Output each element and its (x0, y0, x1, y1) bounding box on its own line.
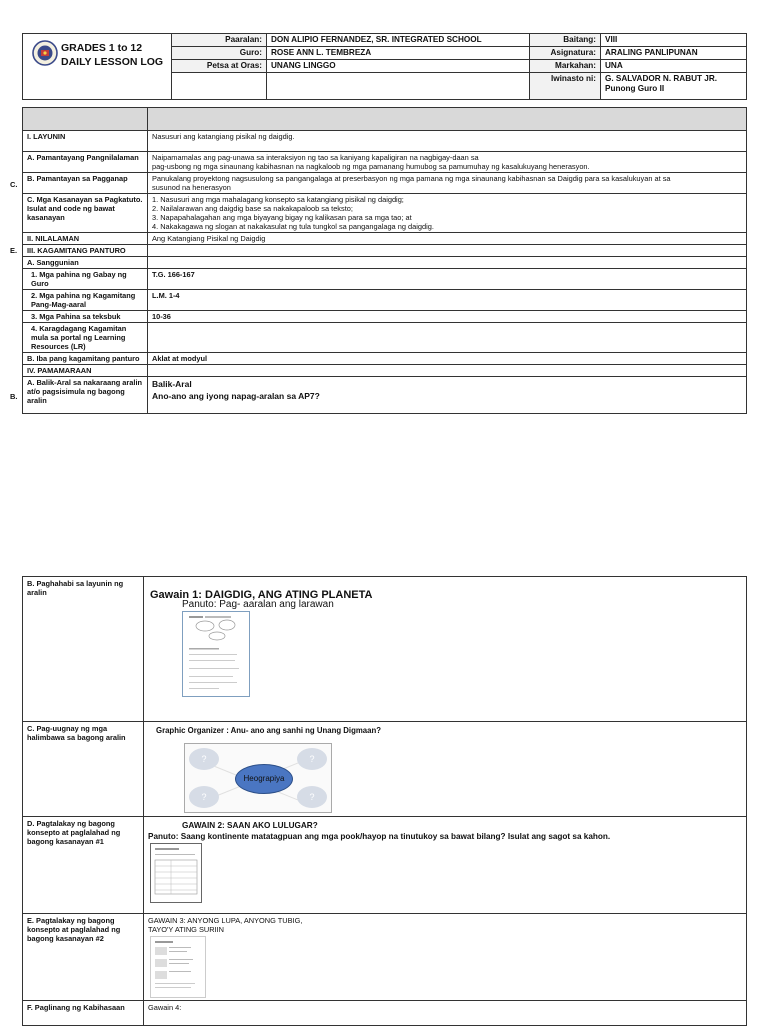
activity-4-title: Gawain 4: (148, 1003, 182, 1012)
table-row (23, 377, 747, 414)
head-cell (23, 108, 148, 131)
table-row (23, 173, 747, 194)
activity-3-subtitle: TAYO'Y ATING SURIIN (148, 925, 225, 934)
table-row (23, 269, 747, 290)
baitang-value: VIII (601, 34, 747, 47)
asignatura-value: ARALING PANLIPUNAN (601, 47, 747, 60)
table-row (23, 365, 747, 377)
teksbuk-value: 10-36 (148, 311, 747, 323)
table-row (23, 194, 747, 233)
empty-cell (172, 73, 267, 100)
petsa-label: Petsa at Oras: (172, 60, 267, 73)
header-table (22, 33, 747, 100)
center-node: Heograpiya (235, 764, 293, 794)
pag-uugnay-content (144, 722, 747, 817)
text-line: susunod na henerasyon (152, 183, 231, 192)
sanggunian-label: A. Sanggunian (23, 257, 148, 269)
empty-cell (267, 73, 530, 100)
empty-cell (148, 323, 747, 353)
table-row (23, 290, 747, 311)
gabay-label: 1. Mga pahina ng Gabay ng Guro (23, 269, 148, 290)
side-mark-e: E. (10, 246, 18, 255)
balik-title: Balik-Aral (152, 379, 192, 389)
teksbuk-label: 3. Mga Pahina sa teksbuk (23, 311, 148, 323)
kasanayan-item: 3. Napapahalagahan ang mga biyayang bigay ng kalikasan para sa mga tao; at (152, 213, 412, 222)
empty-cell (148, 257, 747, 269)
text-line: Naipamamalas ang pag-unawa sa interaksiyon ng tao sa kaniyang kapaligiran na nagbigay-daan sa (152, 153, 479, 162)
principal-name: G. SALVADOR N. RABUT JR. (605, 74, 718, 83)
table-row (23, 152, 747, 173)
worksheet-image-icon (151, 844, 201, 902)
table-row (23, 233, 747, 245)
worksheet-thumbnail (182, 611, 250, 697)
petsa-value: UNANG LINGGO (267, 60, 530, 73)
activity-1-title: Gawain 1: DAIGDIG, ANG ATING PLANETA (150, 589, 373, 601)
kagamitang-label: 2. Mga pahina ng Kagamitang Pang-Mag-aaral (23, 290, 148, 311)
pagtalakay-2-label: E. Pagtalakay ng bagong konsepto at paglalahad ng bagong kasanayan #2 (23, 914, 144, 1001)
kagamitan-label: III. KAGAMITANG PANTURO (23, 245, 148, 257)
side-mark-b: B. (10, 392, 18, 401)
table-row (23, 914, 747, 1001)
worksheet-thumbnail (150, 843, 202, 903)
question-bubble: ? (189, 786, 219, 808)
balik-question: Ano-ano ang iyong napag-aralan sa AP7? (152, 391, 320, 401)
worksheet-image-icon (183, 612, 249, 696)
paghahabi-content (144, 577, 747, 722)
layunin-label: I. LAYUNIN (23, 131, 148, 152)
kagamitang-value: L.M. 1-4 (148, 290, 747, 311)
iwinasto-label: Iwinasto ni: (530, 73, 601, 100)
empty-cell (148, 365, 747, 377)
balik-label: A. Balik-Aral sa nakaraang aralin at/o pagsisimula ng bagong aralin (23, 377, 148, 414)
guro-value: ROSE ANN L. TEMBREZA (267, 47, 530, 60)
worksheet-image-icon (151, 937, 205, 997)
title-line-1: GRADES 1 to 12 (61, 42, 143, 54)
asignatura-label: Asignatura: (530, 47, 601, 60)
paaralan-label: Paaralan: (172, 34, 267, 47)
pag-uugnay-label: C. Pag-uugnay ng mga halimbawa sa bagong aralin (23, 722, 144, 817)
pamantayan-pagganap-value (148, 173, 747, 194)
title-line-2: DAILY LESSON LOG (61, 56, 164, 68)
text-line: pag-usbong ng mga sinaunang kabihasnan na nagkaloob ng mga pamanang humubog sa pamumuhay ng kasalukuyang henerasyon. (152, 162, 590, 171)
lesson-table (22, 107, 747, 414)
worksheet-thumbnail (150, 936, 206, 998)
question-bubble: ? (297, 748, 327, 770)
paglinang-content (144, 1001, 747, 1026)
table-row (23, 577, 747, 722)
question-bubble: ? (189, 748, 219, 770)
paglinang-label: F. Paglinang ng Kabihasaan (23, 1001, 144, 1026)
pamamaraan-label: IV. PAMAMARAAN (23, 365, 148, 377)
graphic-organizer (184, 743, 332, 813)
question-bubble: ? (297, 786, 327, 808)
side-mark-c: C. (10, 180, 18, 189)
guro-label: Guro: (172, 47, 267, 60)
table-row (23, 817, 747, 914)
layunin-value: Nasusuri ang katangiang pisikal ng daigdig. (148, 131, 747, 152)
table-row (23, 131, 747, 152)
iba-label: B. Iba pang kagamitang panturo (23, 353, 148, 365)
nilalaman-label: II. NILALAMAN (23, 233, 148, 245)
table-row (23, 722, 747, 817)
activity-2-directions: Panuto: Saang kontinente matatagpuan ang mga pook/hayop na tinutukoy sa bawat bilang? Isulat ang sagot sa kahon. (148, 832, 611, 841)
pamantayan-pagganap-label: B. Pamantayan sa Pagganap (23, 173, 148, 194)
gabay-value: T.G. 166-167 (148, 269, 747, 290)
pagtalakay-2-content (144, 914, 747, 1001)
table-row (23, 311, 747, 323)
table-row (23, 323, 747, 353)
baitang-label: Baitang: (530, 34, 601, 47)
table-row (23, 1001, 747, 1026)
kasanayan-item: 4. Nakakagawa ng slogan at nakakasulat ng tula tungkol sa pangangalaga ng daigdig. (152, 222, 434, 231)
activity-1-directions: Panuto: Pag- aaralan ang larawan (182, 599, 334, 610)
pagtalakay-1-label: D. Pagtalakay ng bagong konsepto at paglalahad ng bagong kasanayan #1 (23, 817, 144, 914)
deped-seal-icon (32, 40, 58, 66)
table-row (23, 353, 747, 365)
kasanayan-item: 1. Nasusuri ang mga mahalagang konsepto sa katangiang pisikal ng daigdig; (152, 195, 404, 204)
graphic-organizer-title: Graphic Organizer : Anu- ano ang sanhi ng Unang Digmaan? (156, 726, 381, 735)
text-line: Panukalang proyektong nagsusulong sa pangangalaga at preserbasyon ng mga pamana ng mga sinaunang kabihasnan sa Daigdig para sa kasalukuyan at sa (152, 174, 671, 183)
table-row (23, 257, 747, 269)
activity-3-title: GAWAIN 3: ANYONG LUPA, ANYONG TUBIG, (148, 916, 303, 925)
table-row (23, 245, 747, 257)
markahan-value: UNA (601, 60, 747, 73)
pagtalakay-1-content (144, 817, 747, 914)
pamantayang-pangnilalaman-label: A. Pamantayang Pangnilalaman (23, 152, 148, 173)
head-cell (148, 108, 747, 131)
kasanayan-item: 2. Nailalarawan ang daigdig base sa nakakapaloob sa teksto; (152, 204, 353, 213)
pamantayang-pangnilalaman-value (148, 152, 747, 173)
paghahabi-label: B. Paghahabi sa layunin ng aralin (23, 577, 144, 722)
kasanayan-value (148, 194, 747, 233)
principal-title: Punong Guro II (605, 84, 665, 93)
iba-value: Aklat at modyul (148, 353, 747, 365)
logo-cell (23, 34, 172, 100)
empty-cell (148, 245, 747, 257)
karagdagang-label: 4. Karagdagang Kagamitan mula sa portal ng Learning Resources (LR) (23, 323, 148, 353)
iwinasto-value (601, 73, 747, 100)
balik-value (148, 377, 747, 414)
markahan-label: Markahan: (530, 60, 601, 73)
nilalaman-value: Ang Katangiang Pisikal ng Daigdig (148, 233, 747, 245)
procedure-table (22, 576, 747, 1026)
paaralan-value: DON ALIPIO FERNANDEZ, SR. INTEGRATED SCHOOL (267, 34, 530, 47)
kasanayan-label: C. Mga Kasanayan sa Pagkatuto. Isulat and code ng bawat kasanayan (23, 194, 148, 233)
table-head-row (23, 108, 747, 131)
activity-2-title: GAWAIN 2: SAAN AKO LULUGAR? (182, 821, 318, 830)
